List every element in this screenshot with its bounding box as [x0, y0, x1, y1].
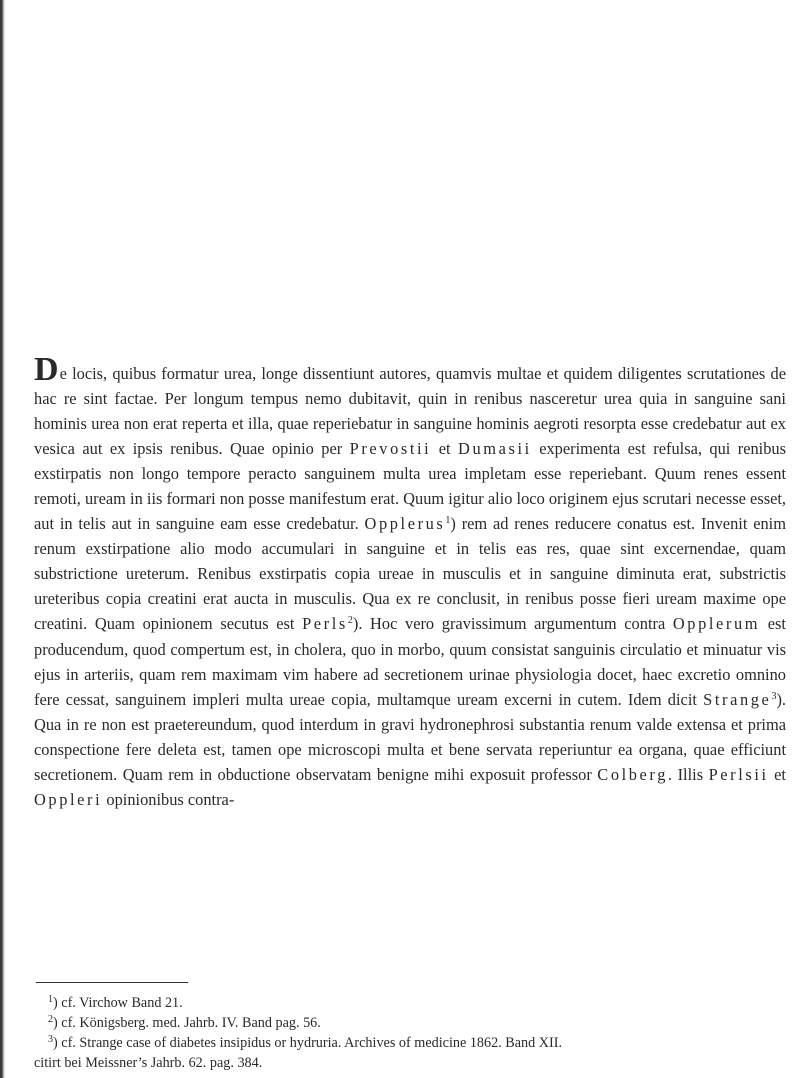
footnote-3: [34, 1033, 786, 1053]
footnote-text: ) cf. Virchow Band 21.: [53, 995, 183, 1011]
footnote-divider: [36, 982, 188, 983]
footnotes-section: [34, 993, 786, 1073]
author-name-colberg: Colberg: [597, 764, 668, 784]
author-name-dumas: Dumasii: [458, 439, 532, 459]
footnote-text: ) cf. Königsberg. med. Jahrb. IV. Band pag. 56.: [53, 1015, 321, 1031]
author-name-opplerum: Opplerum: [672, 614, 761, 634]
author-name-oppleri: Oppleri: [34, 789, 103, 809]
text-segment: et: [768, 764, 786, 784]
footnote-marker: 3: [48, 1034, 53, 1045]
footnote-3-continuation: citirt bei Meissner’s Jahrb. 62. pag. 384.: [34, 1055, 263, 1071]
text-segment: ). Hoc vero gravissimum argumentum contra: [352, 614, 673, 634]
text-segment: et: [431, 439, 459, 459]
footnote-text: ) cf. Strange case of diabetes insipidus or hydruria. Archives of medicine 1862. Band XII.: [53, 1035, 563, 1051]
author-name-strange: Strange: [703, 689, 772, 709]
text-segment: experimenta est refulsa, qui renibus exstirpatis non longo tempore peracto sanguinem multa urea impletam esse reperiebant. Quum renes essent remoti, uream in iis formari non posse manifestum erat. Quum igitur alio loco originem ejus scrutari necesse esset, aut in telis aut in sanguine eam esse credebatur.: [34, 439, 786, 534]
text-segment: ) rem ad renes reducere conatus est. Invenit enim renum exstirpatione alio modo accumulari in sanguine et in telis eas res, quae sint excernendae, quam substrictione ureterum. Renibus exstirpatis copia ureae in musculis et in sanguine diminuta erat, substrictis ureteribus copia creatini erat aucta in musculis. Qua ex re conclusit, in renibus posse fieri uream maxime ope creatini. Quam opinionem secutus est: [34, 514, 786, 634]
paragraph-text: [34, 351, 786, 812]
author-name-opplerus: Opplerus: [364, 514, 446, 534]
text-segment: ). Qua in re non est praetereundum, quod interdum in gravi hydronephrosi substantia renum valde extensa et prima conspectione fere deleta est, tamen ope microscopi multa et bene servata reperiuntur ea organa, quae efficiunt secretionem. Quam rem in obductione observatam benigne mihi exposuit professor: [34, 689, 786, 784]
footnote-ref-3: 3: [771, 690, 777, 702]
author-name-prevost: Prevostii: [349, 439, 432, 459]
text-segment: . Illis: [668, 764, 709, 784]
text-segment: opinionibus contra-: [102, 789, 235, 809]
text-segment: est producendum, quod compertum est, in cholera, quo in morbo, quum consistat sanguinis circulatio et minuatur vis ejus in arteriis, quam rem maximam vim habere ad secretionem urinae physiologia docet, haec excretio omnino fere cessat, sanguinem impleri multa ureae copia, multamque uream excerni in cutem. Idem dicit: [34, 614, 786, 709]
footnote-marker: 2: [48, 1014, 53, 1025]
footnote-marker: 1: [48, 994, 53, 1005]
author-name-perlsii: Perlsii: [708, 764, 769, 784]
footnote-1: [34, 993, 786, 1013]
initial-letter: D: [34, 351, 59, 388]
text-segment: e locis, quibus formatur urea, longe dissentiunt autores, quamvis multae et quidem diligentes scrutationes de hac re sint factae. Per longum tempus nemo dubitavit, quin in renibus nasceretur urea quia in sanguine sani hominis urea non erat reperta et illa, quae reperiebatur in sanguine hominis aegroti resorpta esse credebatur aut ex vesica aut ex ipsis renibus. Quae opinio per: [34, 364, 786, 459]
footnote-2: [34, 1013, 786, 1033]
footnote-ref-1: 1: [445, 515, 451, 527]
main-paragraph: [34, 351, 786, 812]
footnote-ref-2: 2: [347, 615, 353, 627]
author-name-perls: Perls: [302, 614, 348, 634]
